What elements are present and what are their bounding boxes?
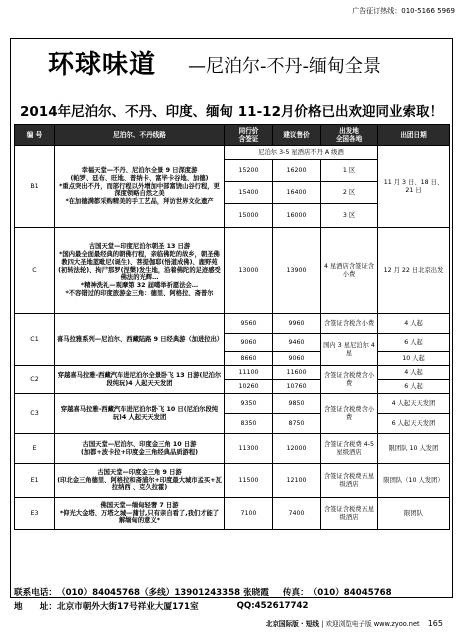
- dates-cell: 10 人起: [378, 352, 450, 366]
- row-code: B1: [15, 146, 55, 228]
- suggest-price: 7400: [273, 498, 321, 530]
- suggest-price: 13900: [273, 228, 321, 314]
- dates-cell: 限团队 10 人发团: [378, 434, 450, 464]
- zone: 2 区: [321, 182, 378, 204]
- suggest-price: 9960: [273, 314, 321, 334]
- row-code: C: [15, 228, 55, 314]
- table-row: [15, 394, 450, 414]
- table-row: [15, 464, 450, 498]
- route-cell: 喜马拉雅系列—尼泊尔、西藏陆路 9 日经典游（加进拉出）: [55, 314, 225, 366]
- dates-cell: 6 人起天天发团: [378, 414, 450, 434]
- peer-price: 11100: [225, 366, 273, 380]
- zone: 1 区: [321, 160, 378, 182]
- table-row: [15, 366, 450, 380]
- peer-price: 13000: [225, 228, 273, 314]
- contact-address-row: [14, 599, 449, 613]
- dates-cell: 4 人起: [378, 366, 450, 380]
- address-label: 地 址：: [14, 602, 57, 612]
- route-table: [14, 124, 450, 530]
- table-header-row: [15, 125, 450, 146]
- footer: 北京国际版 · 短线 | 欢迎浏览电子版 www.zyoo.net 165: [265, 619, 443, 628]
- dates-cell: 限团队: [378, 498, 450, 530]
- depart-note: 含签证含税费含小费: [321, 366, 378, 394]
- peer-price: 15200: [225, 160, 273, 182]
- peer-price: 7100: [225, 498, 273, 530]
- peer-price: 8660: [225, 352, 273, 366]
- suggest-price: 16400: [273, 182, 321, 204]
- peer-price: 11300: [225, 434, 273, 464]
- suggest-price: 10760: [273, 380, 321, 394]
- row-code: E3: [15, 498, 55, 530]
- table-row: [15, 498, 450, 530]
- contact-block: [14, 585, 449, 613]
- address-value: 北京市朝外大街17号祥业大厦171室: [56, 602, 199, 612]
- page-number: 165: [427, 619, 443, 628]
- fax-value: （010）84045768: [308, 588, 392, 598]
- depart-note: 含签证含税费 4-5 星级酒店: [321, 434, 378, 464]
- suggest-price: 9460: [273, 334, 321, 352]
- suggest-price: 16000: [273, 204, 321, 228]
- peer-price: 11500: [225, 464, 273, 498]
- col-route: 尼泊尔、不丹线路: [55, 125, 225, 146]
- route-cell: 古国天堂—印度金三角 9 日游 (印北金三角德里、阿格拉和斋浦尔+印度最大城市孟买+瓦拉纳西 、克久拉霍): [55, 464, 225, 498]
- dates-cell: 6 人起: [378, 380, 450, 394]
- table-row: [15, 228, 450, 314]
- headline: 2014年尼泊尔、不丹、印度、缅甸 11-12月价格已出欢迎同业索取！: [20, 104, 443, 120]
- dates-cell: 12 月 22 日北京出发: [378, 228, 450, 314]
- qq-value: QQ:452617742: [236, 601, 309, 611]
- route-cell: 佛国天堂—缅甸轻奢 7 日游 *仰光大金塔、万塔之城—蒲甘,只有亲自看了,我们才能了解缅甸的意义*: [55, 498, 225, 530]
- row-code: C3: [15, 394, 55, 434]
- col-dates: 出团日期: [378, 125, 450, 146]
- route-cell: 穿越喜马拉雅-西藏汽车进尼泊尔卧飞 10 日(尼泊尔段纯玩)4 人起天天发团: [55, 394, 225, 434]
- page-title: 环球味道: [48, 50, 157, 80]
- suggest-price: 11600: [273, 366, 321, 380]
- footer-brand: 北京国际版 · 短线: [265, 620, 320, 628]
- peer-price: 15400: [225, 182, 273, 204]
- depart-note: 4 星酒店含签证含小费: [321, 228, 378, 314]
- header: [10, 40, 453, 86]
- row-code: C1: [15, 314, 55, 366]
- table-row: [15, 146, 450, 160]
- zone: 3 区: [321, 204, 378, 228]
- peer-price: 10260: [225, 380, 273, 394]
- dates-cell: 6 人起: [378, 334, 450, 352]
- suggest-price: 16200: [273, 160, 321, 182]
- row-code: E: [15, 434, 55, 464]
- suggest-price: 9060: [273, 352, 321, 366]
- suggest-price: 12100: [273, 464, 321, 498]
- depart-note: 含签证含税费五星级酒店: [321, 498, 378, 530]
- depart-note: 含签证含税费五星级酒店: [321, 464, 378, 498]
- peer-price: 9560: [225, 314, 273, 334]
- peer-price: 9060: [225, 334, 273, 352]
- col-peer-price: 同行价 含签证: [225, 125, 273, 146]
- page-subtitle: —尼泊尔-不丹-缅甸全景: [188, 56, 381, 77]
- suggest-price: 8750: [273, 414, 321, 434]
- route-cell: 古国天堂—尼泊尔、印度金三角 10 日游 (加都+波卡拉+印度金三角经典品质游程): [55, 434, 225, 464]
- route-cell: 幸福天堂—不丹、尼泊尔全景 9 日深度游 (帕罗、廷布、旺地、普纳卡、富毕卡谷地、加德) *重点突出不丹，而部行程以外增加中部富饶山谷行程，更深度领略自然之美 *在加德满都采购精美的手工艺品，拜访世界文化遗产: [55, 146, 225, 228]
- col-depart: 出发地 全国各地: [321, 125, 378, 146]
- depart-note: 国内 3 星尼泊尔 4 星: [321, 334, 378, 366]
- dates-cell: 4 人起天天发团: [378, 394, 450, 414]
- route-cell: 古国天堂—印度尼泊尔朝圣 13 日游 *国内最全面最经典的朝佛行程，亲临佛陀的故乡，朝圣佛教四大圣地蓝毗尼(诞生)、菩提伽耶(悟道成佛)、鹿野苑(初转法轮)、拘尸那罗(涅槃)发生地，沿着佛陀的足迹感受佛法的光辉… *精神洗礼—观摩第 32 届噶举祈愿法会… *不容错过的印度旅游金三角：德里、阿格拉、斋普尔: [55, 228, 225, 314]
- ad-hotline: 广告征订热线：010-5166 5969: [352, 7, 455, 15]
- fax-label: 传真：: [282, 588, 309, 598]
- dates-cell: 限团队（10 人发团）: [378, 464, 450, 498]
- phone-value: （010）84045768（多线）13901243358 张晓霞: [56, 588, 269, 598]
- contact-phone-row: [14, 585, 449, 599]
- peer-price: 9350: [225, 394, 273, 414]
- row-code: E1: [15, 464, 55, 498]
- suggest-price: 12000: [273, 434, 321, 464]
- route-cell: 穿越喜马拉雅-西藏汽车进尼泊尔全景卧飞 13 日游(尼泊尔段纯玩)4 人起天天发团: [55, 366, 225, 394]
- depart-note: 含签证含税费含小费: [321, 394, 378, 434]
- footer-slogan: 欢迎浏览电子版 www.zyoo.net: [325, 620, 420, 628]
- table-row: [15, 314, 450, 334]
- table-row: [15, 434, 450, 464]
- depart-note: 含签证含税含小费: [321, 314, 378, 334]
- dates-cell: 4 人起: [378, 314, 450, 334]
- price-note: 尼泊尔 3-5 星酒店不丹 A 级酒: [225, 146, 378, 160]
- row-code: C2: [15, 366, 55, 394]
- peer-price: 8350: [225, 414, 273, 434]
- peer-price: 15000: [225, 204, 273, 228]
- col-suggest-price: 建议售价: [273, 125, 321, 146]
- col-code: 编 号: [15, 125, 55, 146]
- suggest-price: 9850: [273, 394, 321, 414]
- phone-label: 联系电话：: [14, 588, 57, 598]
- dates-cell: 11 月 3 日、18 日、21 日: [378, 146, 450, 228]
